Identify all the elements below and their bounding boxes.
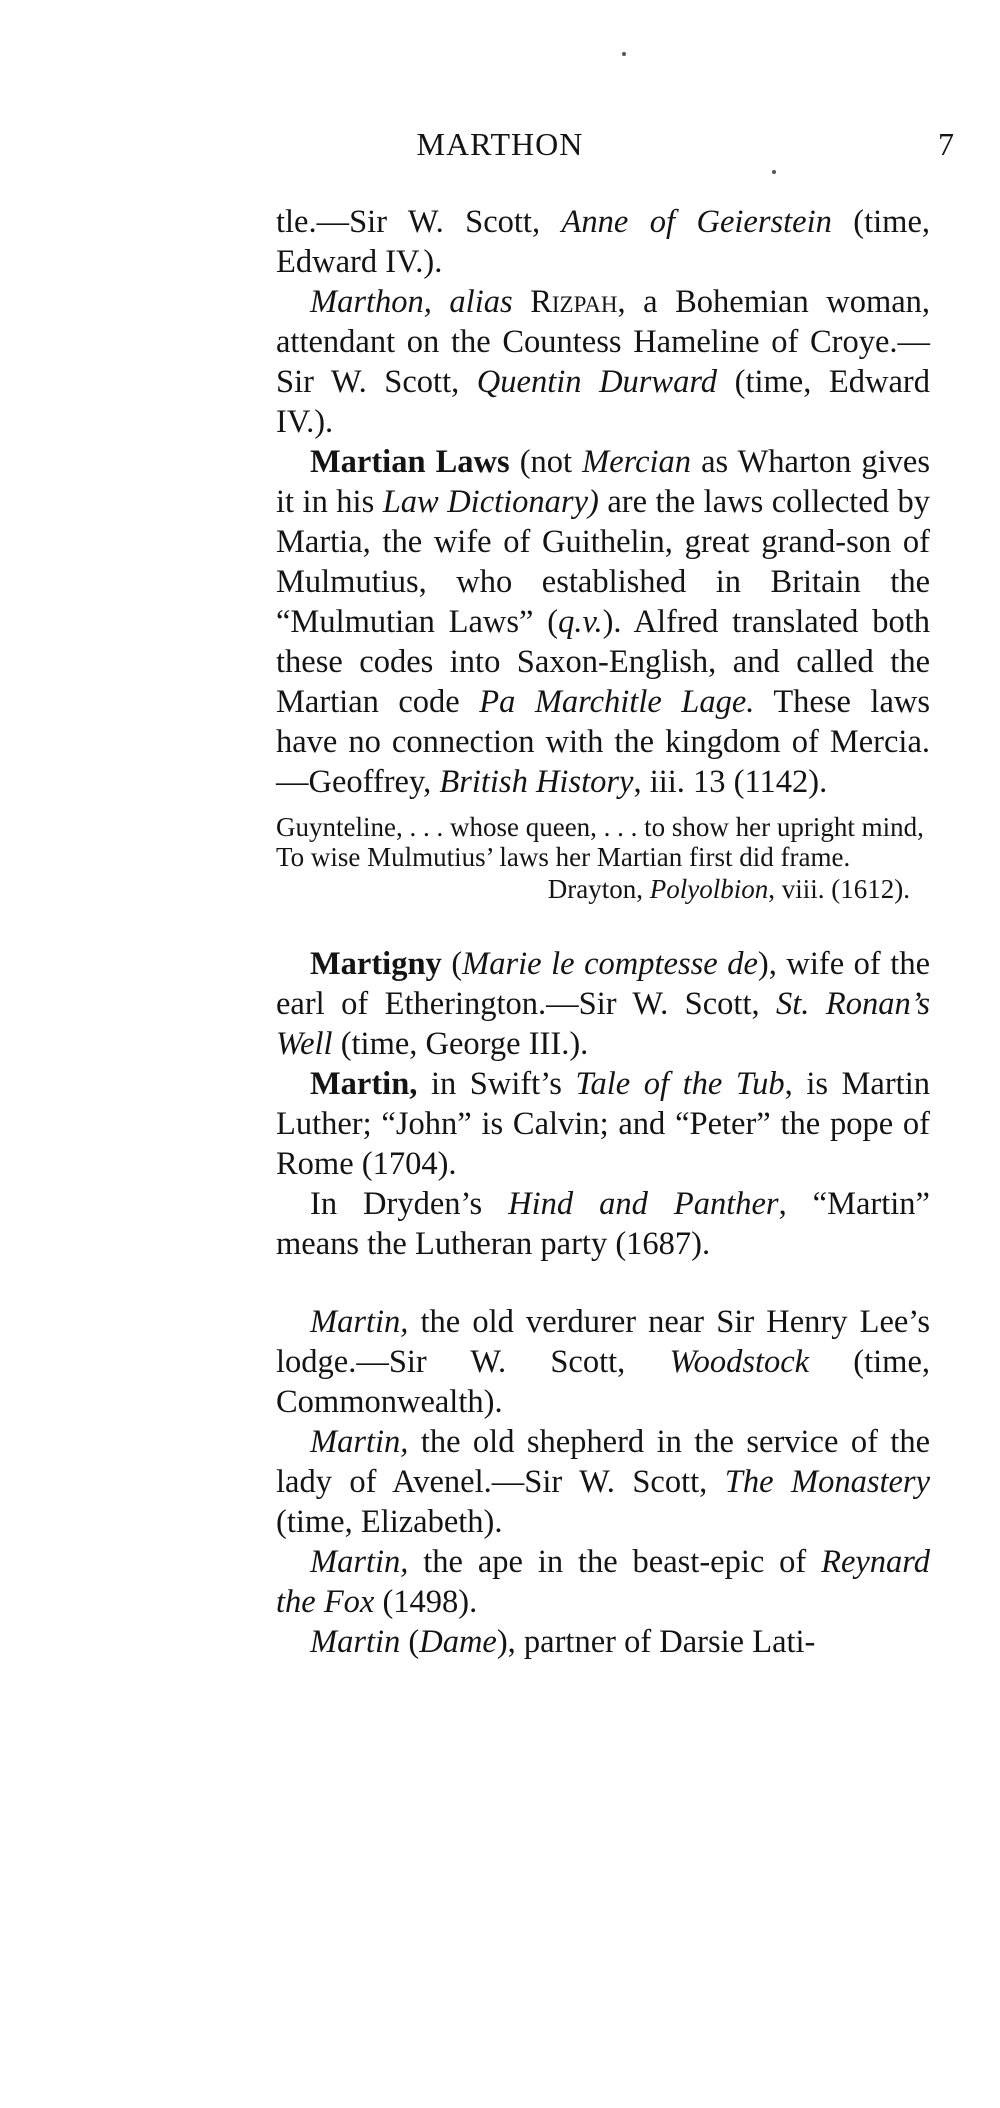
entry-martin-dame	[276, 1622, 930, 1662]
headword: Martin	[310, 1624, 401, 1660]
alias-name: Rizpah	[530, 284, 618, 320]
italic-text: q.v.	[558, 604, 603, 640]
page-header	[0, 126, 1000, 166]
entry-text: (time, Edward IV.).	[276, 204, 931, 280]
entry-text: ). Alfred translated both these codes into Saxon-English, and called the Martian code	[276, 604, 930, 720]
entry-text: the old verdurer near Sir Henry Lee’s lodge.—Sir W. Scott,	[276, 1304, 930, 1380]
work-title: Anne of Geierstein	[561, 204, 832, 240]
headword: Martin,	[310, 1424, 409, 1460]
entry-text: (1498).	[374, 1584, 478, 1620]
italic-text: Dame	[419, 1624, 497, 1660]
paragraph	[276, 1184, 930, 1264]
work-title: Tale of the Tub	[575, 1066, 785, 1102]
entry-text: (time, George III.).	[332, 1026, 589, 1062]
entry-text: (	[400, 1624, 420, 1660]
speck	[772, 170, 776, 174]
entry-text: In Dryden’s	[310, 1186, 509, 1222]
entry-text: (not	[509, 444, 583, 480]
page-number: 7	[938, 126, 954, 162]
entry-text: the ape in the beast-epic of	[408, 1544, 822, 1580]
entry-text: ), partner of Darsie Lati-	[496, 1624, 816, 1660]
entry-text: as Wharton gives it in his	[276, 444, 931, 520]
headword: Martin,	[310, 1544, 409, 1580]
entry-text: are the laws collected by Martia, the wife of Guithelin, great grand-son of Mulmutius, who established in Britain the “Mulmutian Laws” (	[276, 484, 930, 640]
entry-text: ), wife of the earl of Etherington.—Sir W. Scott,	[276, 946, 930, 1022]
entry-continuation	[276, 202, 930, 282]
headword: Marthon,	[310, 284, 432, 320]
verse-line: To wise Mulmutius’ laws her Martian first did frame.	[276, 842, 851, 872]
source-ref: , viii. (1612).	[768, 874, 910, 904]
verse-line: Guynteline, . . . whose queen, . . . to show her upright mind,	[276, 812, 924, 842]
verse-quotation	[276, 812, 930, 904]
entry-text: , “Martin” means the Lutheran party (1687).	[276, 1186, 930, 1262]
entry-text: (time, Elizabeth).	[276, 1504, 503, 1540]
entry-martigny	[276, 944, 930, 1064]
headword: Martin,	[310, 1066, 418, 1102]
work-title: Quentin Durward	[476, 364, 718, 400]
work-title: Hind and Panther	[508, 1186, 779, 1222]
work-title: British History	[439, 764, 634, 800]
entry-martin-verdurer	[276, 1302, 930, 1422]
work-title: St. Ronan’s Well	[276, 986, 930, 1062]
italic-text: Mercian	[582, 444, 692, 480]
entry-text: tle.—Sir W. Scott,	[276, 204, 562, 240]
running-head: MARTHON	[416, 126, 584, 162]
entry-martin-shepherd	[276, 1422, 930, 1542]
work-title: Reynard the Fox	[276, 1544, 930, 1620]
headword: Martian Laws	[310, 444, 510, 480]
entry-text: , iii. 13 (1142).	[633, 764, 828, 800]
italic-text: Marie le comptesse de	[462, 946, 758, 982]
entry-text: (time, Commonwealth).	[276, 1344, 931, 1420]
entry-text: (	[441, 946, 463, 982]
quotation-source	[276, 874, 930, 904]
text-column	[276, 202, 930, 1662]
alias-word: alias	[449, 284, 513, 320]
entry-text: These laws have no connection with the kingdom of Mercia.—Geoffrey,	[276, 684, 931, 800]
entry-marthon	[276, 282, 930, 442]
headword: Martigny	[310, 946, 442, 982]
entry-martin-ape	[276, 1542, 930, 1622]
entry-martian-laws	[276, 442, 930, 802]
work-title: Law Dictionary)	[382, 484, 599, 520]
work-title: Woodstock	[669, 1344, 810, 1380]
italic-text: Pa Marchitle Lage.	[479, 684, 755, 720]
work-title: The Monastery	[724, 1464, 931, 1500]
entry-martin-swift	[276, 1064, 930, 1264]
source-author: Drayton,	[547, 874, 650, 904]
entry-text: (time, Edward IV.).	[276, 364, 930, 440]
headword: Martin,	[310, 1304, 409, 1340]
speck	[622, 52, 626, 56]
entry-text: in Swift’s	[417, 1066, 576, 1102]
paragraph	[276, 1064, 930, 1184]
entry-text: , a Bohemian woman, attendant on the Countess Hameline of Croye.—Sir W. Scott,	[276, 284, 931, 400]
entry-text: the old shepherd in the service of the lady of Avenel.—Sir W. Scott,	[276, 1424, 930, 1500]
work-title: Polyolbion	[649, 874, 769, 904]
entry-text: , is Martin Luther; “John” is Calvin; and “Peter” the pope of Rome (1704).	[276, 1066, 930, 1182]
